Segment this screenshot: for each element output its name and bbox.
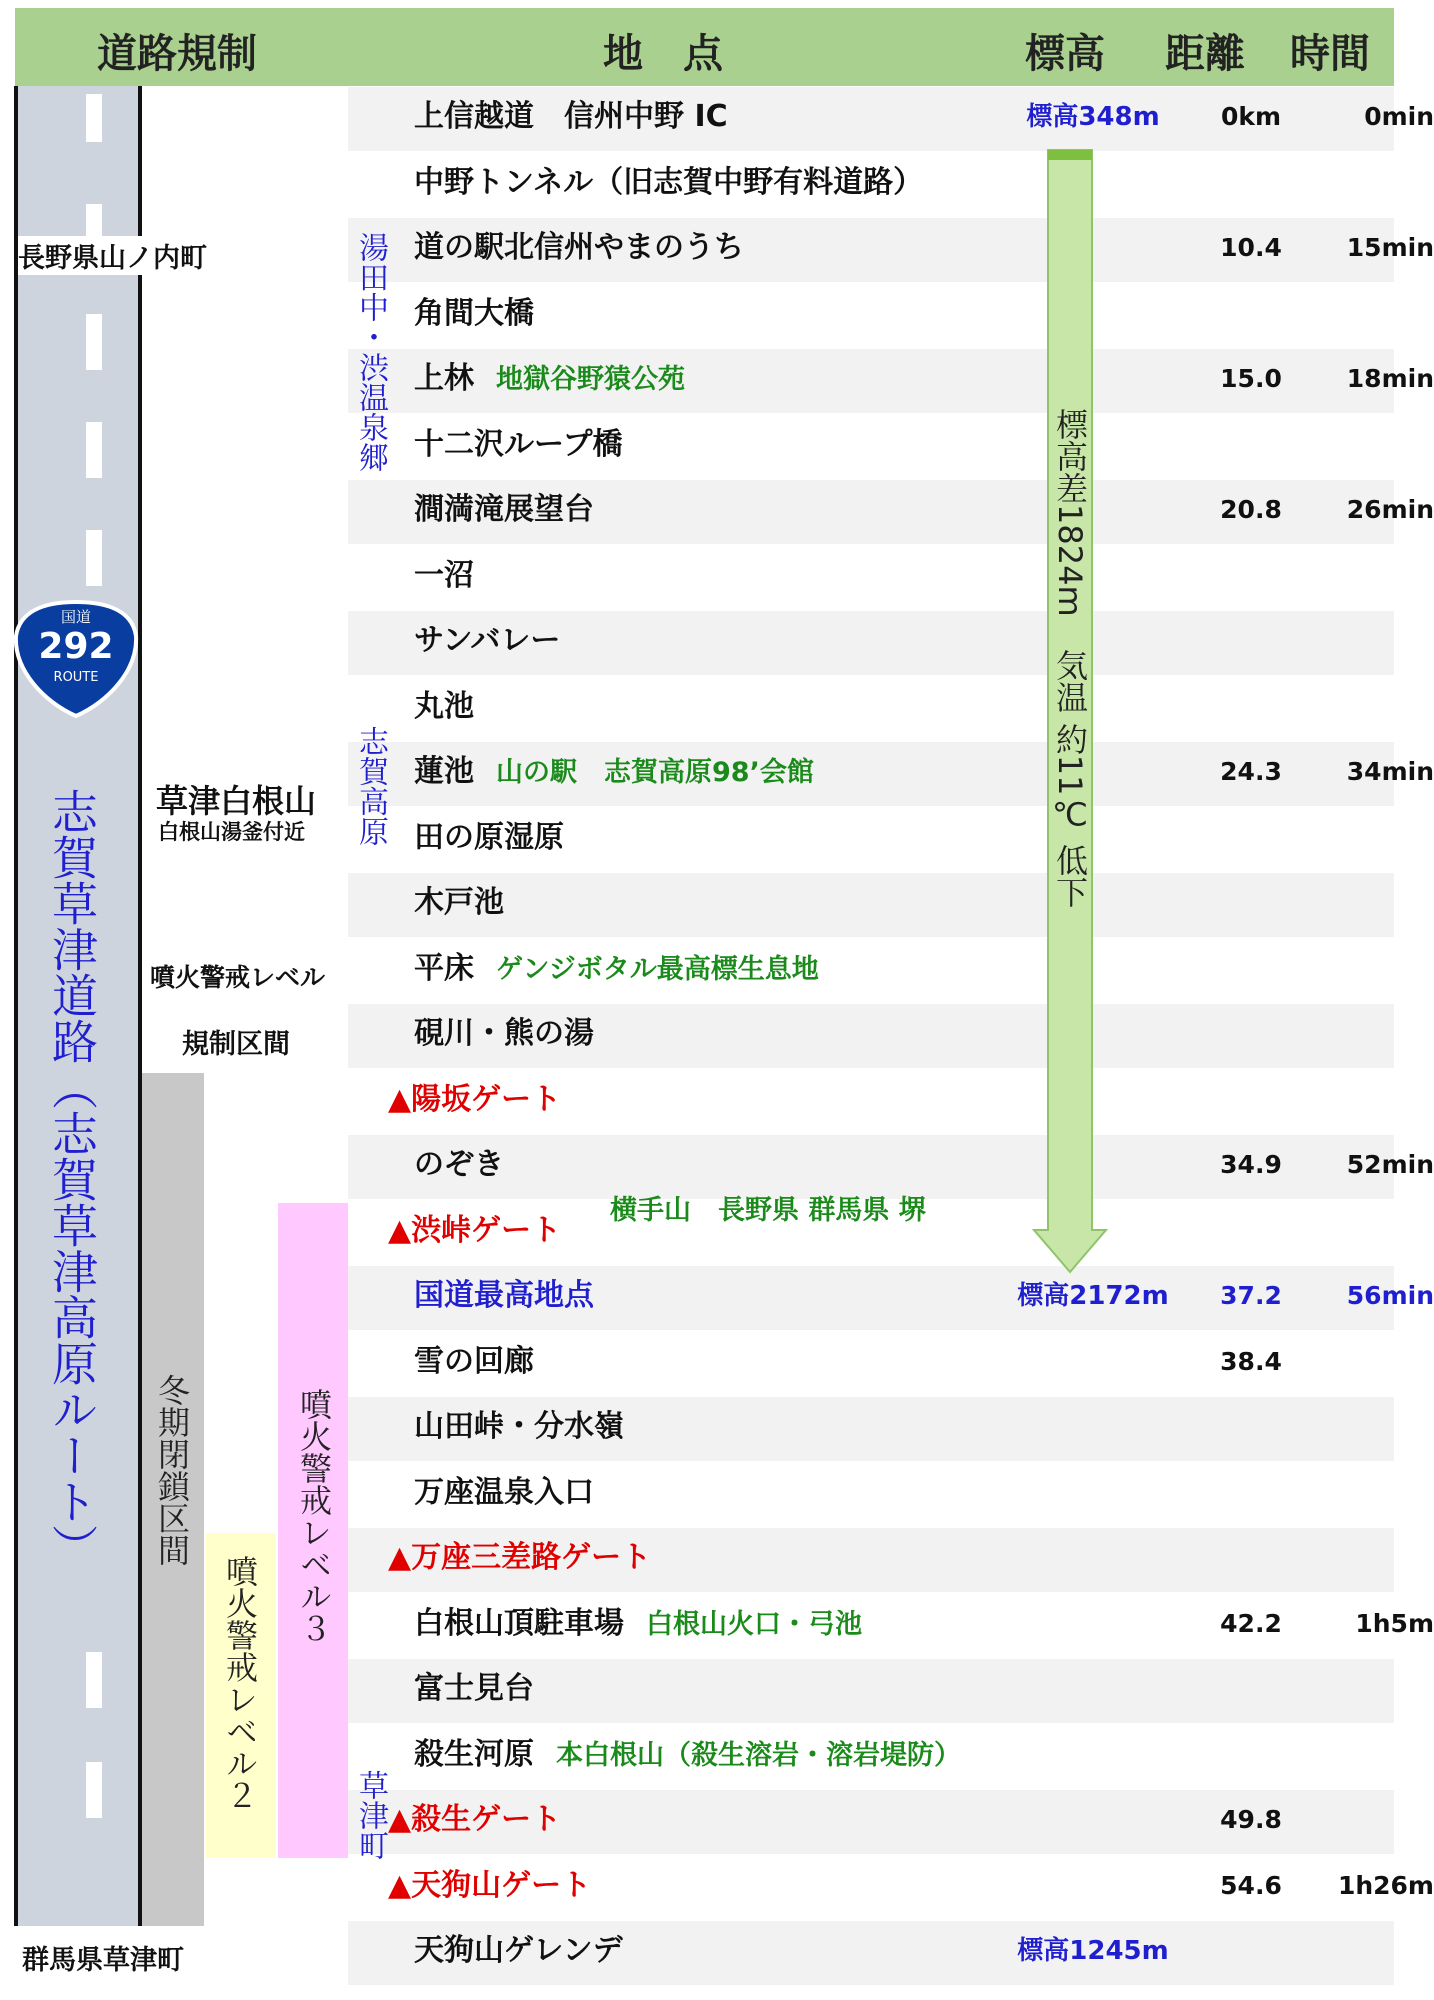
header-location: 地 点 bbox=[603, 31, 723, 77]
regulated-section-label: 規制区間 bbox=[182, 1029, 290, 1060]
place-label: 国道最高地点 bbox=[414, 1278, 594, 1313]
time-value: 0min bbox=[1364, 102, 1434, 131]
time-value: 15min bbox=[1346, 233, 1434, 262]
table-row bbox=[348, 1463, 1394, 1527]
distance-value: 38.4 bbox=[1220, 1346, 1282, 1376]
table-row bbox=[348, 87, 1434, 151]
distance-value: 54.6 bbox=[1220, 1870, 1282, 1900]
place-name bbox=[414, 1342, 534, 1382]
time-value: 1h26m bbox=[1337, 1870, 1434, 1900]
place-label: 上林 bbox=[414, 361, 474, 396]
table-row bbox=[348, 1004, 1394, 1068]
table-row bbox=[348, 1921, 1394, 1985]
table-row bbox=[348, 1070, 1394, 1134]
table-row bbox=[348, 1856, 1434, 1920]
place-label: 平床 bbox=[414, 950, 474, 986]
route-292-sign-icon bbox=[12, 598, 140, 720]
lane-dash bbox=[86, 1652, 102, 1708]
place-sub-label: 地獄谷野猿公苑 bbox=[496, 364, 685, 395]
place-label: 中野トンネル（旧志賀中野有料道路） bbox=[414, 164, 924, 200]
time-value: 52min bbox=[1346, 1150, 1434, 1179]
place-sub-label: ゲンジボタル最高標生息地 bbox=[496, 953, 819, 985]
table-row bbox=[348, 677, 1394, 741]
lane-dash bbox=[86, 1762, 102, 1818]
place-name bbox=[414, 1276, 594, 1316]
place-label: 丸池 bbox=[414, 688, 474, 724]
region-yudanaka: 湯田中・渋温泉郷 bbox=[353, 232, 388, 472]
route-sign-bottom: ROUTE bbox=[53, 670, 99, 685]
place-label: 雪の回廊 bbox=[414, 1343, 534, 1379]
time-value: 26min bbox=[1346, 495, 1434, 524]
place-label: 澗満滝展望台 bbox=[414, 492, 594, 527]
distance-value: 49.8 bbox=[1220, 1805, 1282, 1834]
table-row bbox=[348, 415, 1394, 479]
distance-value: 10.4 bbox=[1220, 233, 1282, 262]
table-row bbox=[348, 1594, 1434, 1658]
table-row bbox=[348, 1332, 1394, 1396]
table-row bbox=[348, 284, 1394, 348]
time-value: 18min bbox=[1346, 364, 1434, 393]
place-label: 木戸池 bbox=[414, 885, 504, 920]
eruption-level3-label: 噴火警戒レベル３ bbox=[295, 1388, 333, 1644]
place-sub-label: 本白根山（殺生溶岩・溶岩堤防） bbox=[556, 1739, 961, 1771]
elevation-value: 標高1245m bbox=[1017, 1936, 1169, 1966]
place-name bbox=[414, 1473, 594, 1513]
place-name bbox=[414, 687, 474, 727]
header-distance: 距離 bbox=[1165, 31, 1245, 77]
place-label: 白根山頂駐車場 bbox=[414, 1605, 624, 1641]
place-label: ▲陽坂ゲート bbox=[388, 1081, 562, 1117]
place-name bbox=[414, 752, 814, 793]
distance-value: 20.8 bbox=[1220, 495, 1282, 524]
place-sub-label: 白根山火口・弓池 bbox=[646, 1608, 862, 1640]
border-note: 横手山 長野県 群馬県 堺 bbox=[610, 1195, 926, 1226]
place-name bbox=[414, 883, 504, 923]
place-name bbox=[388, 1866, 591, 1906]
place-label: 上信越道 信州中野 IC bbox=[414, 99, 728, 134]
place-label: 天狗山ゲレンデ bbox=[414, 1933, 623, 1968]
place-label: 一沼 bbox=[414, 557, 474, 593]
table-row bbox=[348, 873, 1394, 937]
distance-value: 42.2 bbox=[1220, 1608, 1282, 1638]
place-name bbox=[414, 1145, 504, 1185]
place-label: 硯川・熊の湯 bbox=[414, 1016, 594, 1051]
time-value: 34min bbox=[1346, 757, 1434, 786]
place-label: 蓮池 bbox=[414, 754, 474, 789]
table-row bbox=[348, 1397, 1394, 1461]
table-row bbox=[348, 153, 1394, 217]
winter-closure-label: 冬期閉鎖区間 bbox=[153, 1374, 191, 1566]
table-row bbox=[348, 1266, 1434, 1330]
table-row bbox=[348, 939, 1394, 1003]
table-row bbox=[348, 742, 1434, 806]
gunma-kusatsu-label: 群馬県草津町 bbox=[22, 1945, 184, 1976]
elevation-value: 標高348m bbox=[1026, 102, 1160, 132]
place-label: サンバレー bbox=[414, 623, 561, 658]
time-value: 1h5m bbox=[1355, 1608, 1434, 1638]
place-label: のぞき bbox=[414, 1147, 504, 1182]
lane-dash bbox=[86, 530, 102, 586]
place-name bbox=[414, 97, 728, 137]
place-name bbox=[414, 1604, 862, 1645]
header-time: 時間 bbox=[1290, 31, 1370, 77]
region-kusatsu: 草津町 bbox=[353, 1770, 388, 1860]
eruption-level2-label: 噴火警戒レベル２ bbox=[221, 1555, 259, 1811]
place-name bbox=[414, 949, 819, 990]
nagano-yamanouchi-label: 長野県山ノ内町 bbox=[18, 236, 207, 275]
place-name bbox=[414, 1407, 624, 1447]
shirane-kama-label: 白根山湯釜付近 bbox=[158, 820, 305, 844]
kusatsu-shirane-label: 草津白根山 bbox=[156, 782, 317, 820]
distance-value: 34.9 bbox=[1220, 1150, 1282, 1179]
table-row bbox=[348, 1659, 1394, 1723]
lane-dash bbox=[86, 422, 102, 478]
elevation-arrow-text: 標高差1824m 気温 約11℃ 低下 bbox=[1051, 408, 1089, 908]
elevation-value: 標高2172m bbox=[1017, 1281, 1169, 1311]
place-name bbox=[414, 1014, 594, 1054]
place-name bbox=[388, 1211, 561, 1251]
time-value: 56min bbox=[1346, 1281, 1434, 1310]
place-label: 道の駅北信州やまのうち bbox=[414, 230, 744, 265]
place-name bbox=[414, 490, 594, 530]
place-label: 殺生河原 bbox=[414, 1736, 534, 1772]
place-label: 山田峠・分水嶺 bbox=[414, 1409, 624, 1444]
distance-value: 37.2 bbox=[1220, 1281, 1282, 1310]
place-name bbox=[414, 425, 623, 465]
table-row bbox=[348, 218, 1434, 282]
table-row bbox=[348, 808, 1394, 872]
lane-dash bbox=[86, 94, 102, 142]
header-elevation: 標高 bbox=[1025, 31, 1105, 77]
place-name bbox=[414, 1735, 961, 1776]
place-name bbox=[388, 1800, 561, 1840]
table-row bbox=[348, 349, 1434, 413]
distance-value: 0km bbox=[1220, 102, 1282, 131]
header-road-regulation: 道路規制 bbox=[97, 31, 257, 77]
place-label: 角間大橋 bbox=[414, 295, 534, 331]
place-name bbox=[414, 359, 685, 400]
place-label: ▲天狗山ゲート bbox=[388, 1867, 592, 1903]
place-sub-label: 山の駅 志賀高原98’会館 bbox=[496, 757, 814, 788]
place-label: ▲渋峠ゲート bbox=[388, 1212, 562, 1248]
place-name bbox=[414, 1931, 623, 1971]
place-name bbox=[414, 621, 560, 661]
place-name bbox=[414, 228, 744, 268]
eruption-level-label: 噴火警戒レベル bbox=[150, 963, 326, 992]
route-sign-top: 国道 bbox=[60, 608, 91, 626]
place-name bbox=[414, 294, 534, 334]
place-name bbox=[414, 1669, 534, 1709]
place-name bbox=[388, 1538, 651, 1578]
place-name bbox=[388, 1080, 561, 1120]
place-name bbox=[414, 556, 474, 596]
table-row bbox=[348, 1790, 1394, 1854]
lane-dash bbox=[86, 314, 102, 370]
table-row bbox=[348, 611, 1394, 675]
distance-value: 24.3 bbox=[1220, 757, 1282, 786]
place-label: 万座温泉入口 bbox=[414, 1474, 594, 1510]
distance-value: 15.0 bbox=[1220, 364, 1282, 393]
place-label: ▲万座三差路ゲート bbox=[388, 1540, 652, 1575]
route-name: 志賀草津道路（志賀草津高原ルート） bbox=[45, 788, 99, 1570]
table-row bbox=[348, 1725, 1394, 1789]
route-sign-number: 292 bbox=[38, 626, 114, 667]
table-row bbox=[348, 546, 1394, 610]
table-row bbox=[348, 480, 1434, 544]
place-label: 田の原湿原 bbox=[414, 819, 564, 855]
place-name bbox=[414, 818, 564, 858]
region-shiga: 志賀高原 bbox=[353, 726, 388, 846]
place-label: ▲殺生ゲート bbox=[388, 1802, 562, 1837]
place-name bbox=[414, 163, 923, 203]
table-row bbox=[348, 1528, 1394, 1592]
place-label: 十二沢ループ橋 bbox=[414, 426, 623, 462]
place-label: 富士見台 bbox=[414, 1671, 534, 1706]
table-header bbox=[15, 8, 1394, 86]
